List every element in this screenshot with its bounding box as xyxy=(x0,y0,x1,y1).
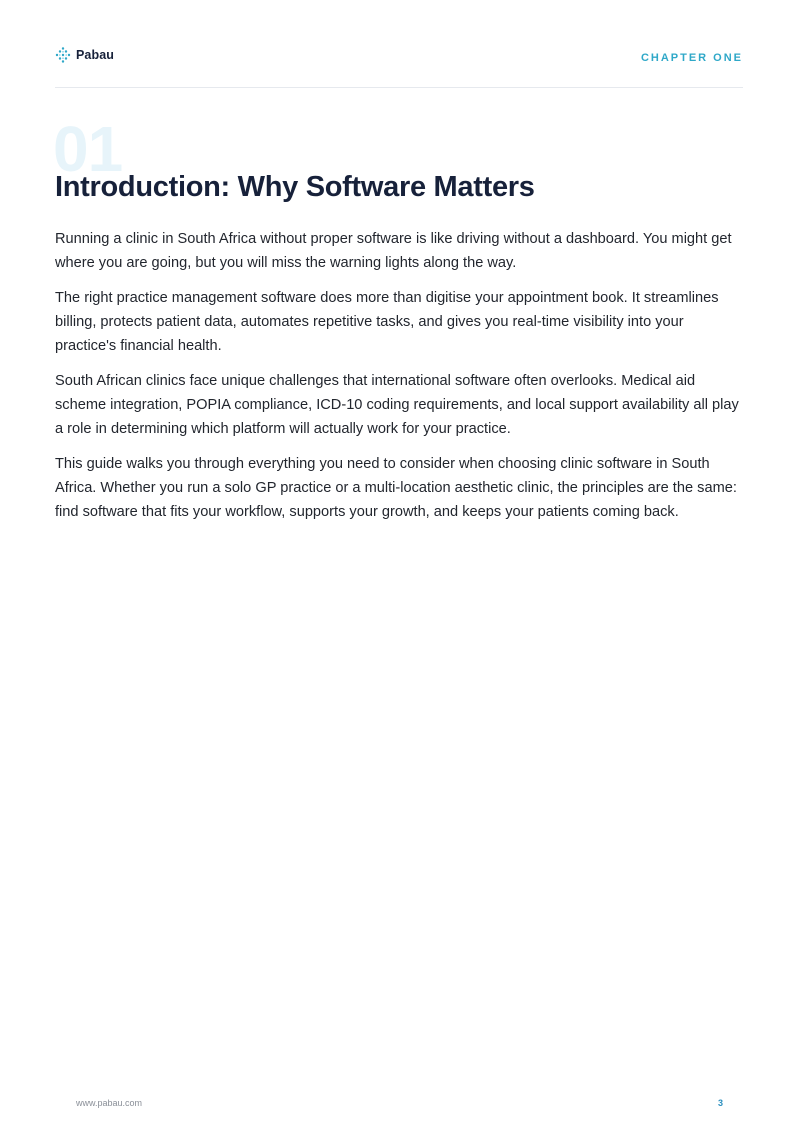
brand-name: Pabau xyxy=(76,48,115,62)
paragraph: Running a clinic in South Africa without proper software is like driving without a dashboard. You might get where you are going, but you will miss the warning lights along the way. xyxy=(55,231,732,271)
pabau-logo-icon xyxy=(55,47,71,63)
page-number: 3 xyxy=(717,1098,723,1108)
body-text xyxy=(55,227,745,535)
paragraph: South African clinics face unique challenges that international software often overlooks. Medical aid scheme integration, POPIA compliance, ICD-10 coding requirements, and local support availability all play a role in determining which platform will actually work for your practice. xyxy=(55,373,739,437)
page-title: Introduction: Why Software Matters xyxy=(55,171,535,203)
footer-url[interactable]: www.pabau.com xyxy=(76,1098,143,1108)
chapter-number: 01 xyxy=(53,113,123,185)
chapter-label: CHAPTER ONE xyxy=(640,52,743,64)
page-header xyxy=(55,40,743,88)
paragraph: The right practice management software does more than digitise your appointment book. It streamlines billing, protects patient data, automates repetitive tasks, and gives you real-time visibility into your practice's financial health. xyxy=(55,290,719,354)
brand-logo[interactable] xyxy=(55,47,114,63)
paragraph: This guide walks you through everything you need to consider when choosing clinic software in South Africa. Whether you run a solo GP practice or a multi-location aesthetic clinic, the principles are the same: find software that fits your workflow, supports your growth, and keeps your patients coming back. xyxy=(55,456,737,520)
